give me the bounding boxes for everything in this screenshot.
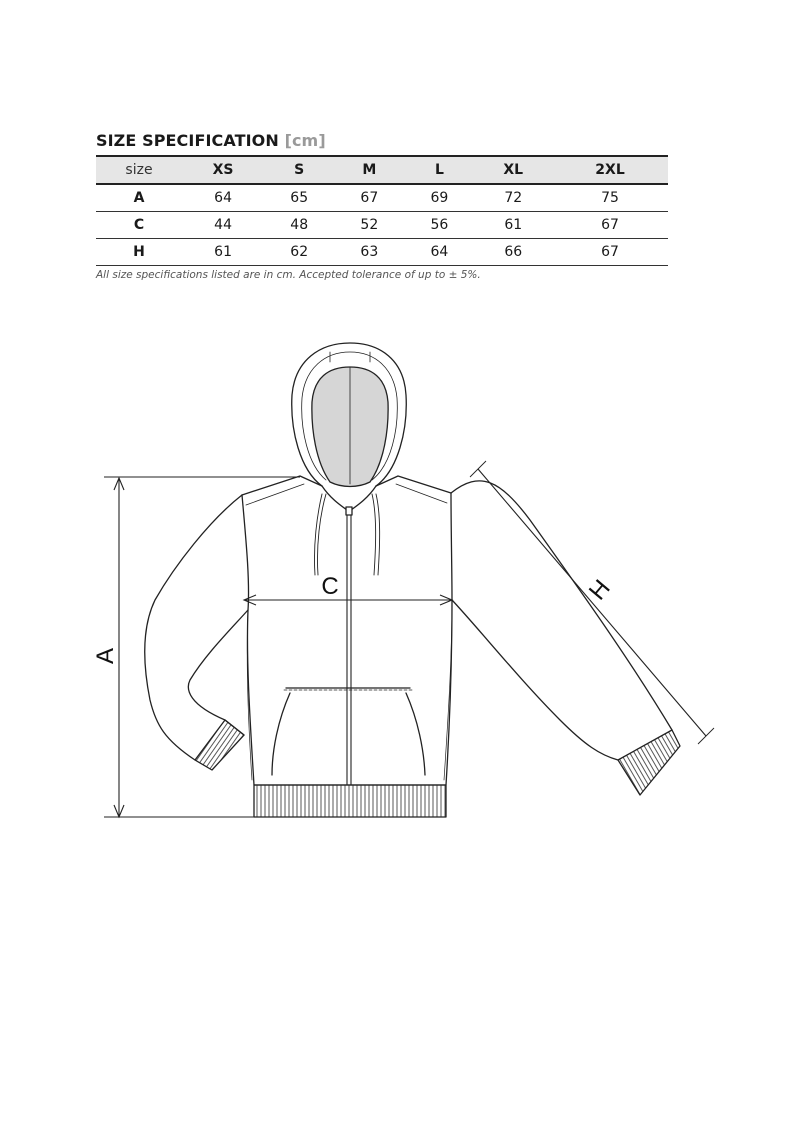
tolerance-note: All size specifications listed are in cm. Accepted tolerance of up to ± 5%. (96, 269, 481, 281)
table-cell: 63 (360, 243, 379, 260)
size-col-header: M (362, 162, 377, 178)
table-cell: 67 (601, 243, 619, 260)
table-cell: 61 (214, 243, 232, 260)
table-cell: 44 (214, 216, 232, 233)
size-col-header: 2XL (595, 162, 625, 178)
size-col-header: L (434, 162, 444, 178)
size-col-header: XS (212, 162, 234, 178)
left-sleeve (145, 495, 248, 760)
table-cell: 75 (601, 189, 619, 206)
table-cell: 56 (430, 216, 449, 233)
size-col-header: XL (503, 162, 524, 178)
left-cuff (195, 720, 244, 770)
right-sleeve (451, 481, 672, 760)
dim-a-label: A (92, 647, 119, 665)
table-cell: 67 (360, 189, 379, 206)
size-col-header: S (294, 162, 305, 178)
unit-label: [cm] (284, 131, 326, 150)
table-cell: 69 (430, 189, 449, 206)
table-cell: 61 (504, 216, 523, 233)
dim-h-label: H (583, 574, 616, 606)
right-cuff (618, 730, 680, 795)
table-cell: 48 (290, 216, 309, 233)
drawstring-left (314, 494, 326, 575)
pocket (272, 688, 425, 775)
table-cell: 65 (290, 189, 309, 206)
row-label: A (133, 189, 145, 206)
table-cell: 52 (360, 216, 379, 233)
dim-h-line (478, 469, 706, 736)
row-label: C (133, 216, 145, 233)
table-cell: 64 (214, 189, 232, 206)
table-cell: 64 (430, 243, 449, 260)
table-cell: 66 (504, 243, 523, 260)
table-cell: 67 (601, 216, 619, 233)
row-label: H (133, 243, 145, 260)
title-text: SIZE SPECIFICATION (96, 131, 279, 150)
table-cell: 62 (290, 243, 309, 260)
waistband (254, 785, 446, 817)
dim-c-label: C (321, 573, 339, 600)
table-cell: 72 (504, 189, 523, 206)
drawstring-right (372, 494, 380, 575)
dimension-labels (92, 573, 616, 664)
size-header-label: size (125, 162, 153, 178)
